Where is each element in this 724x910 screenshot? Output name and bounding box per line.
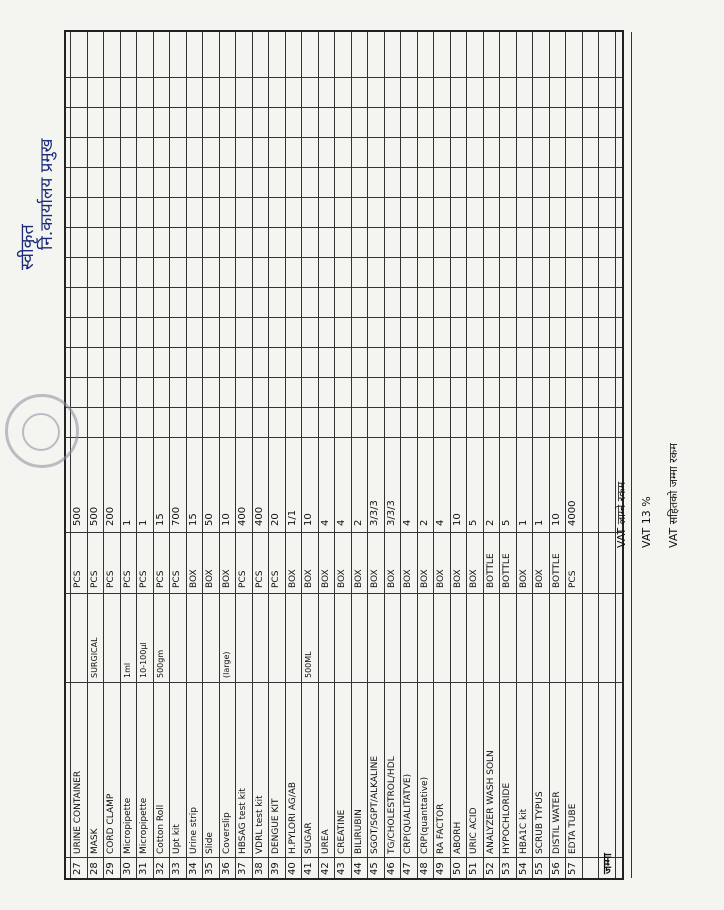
cell-unit: BOTTLE: [485, 553, 496, 588]
cell-spec: (large): [221, 651, 231, 678]
row-divider: [433, 32, 434, 878]
cell-sn: 54: [517, 862, 529, 875]
cell-spec: 1ml: [122, 662, 132, 678]
cell-qty: 4: [402, 519, 413, 526]
cell-sn: 44: [352, 862, 364, 875]
column-divider: [66, 287, 622, 288]
cell-item: CREATINE: [337, 809, 347, 854]
cell-item: RA FACTOR: [436, 803, 446, 854]
cell-qty: 1: [534, 519, 545, 526]
cell-qty: 15: [154, 513, 166, 526]
cell-sn: 42: [319, 862, 331, 875]
cell-spec: 500ML: [304, 651, 313, 678]
row-divider: [252, 32, 253, 878]
cell-unit: PCS: [106, 570, 116, 588]
cell-sn: 27: [72, 862, 83, 875]
cell-item: CRP(QUALITATVE): [403, 773, 413, 854]
cell-qty: 4: [336, 519, 347, 526]
cell-unit: BOX: [419, 569, 430, 588]
row-divider: [483, 32, 484, 878]
column-divider: [66, 377, 622, 378]
cell-unit: PCS: [568, 570, 578, 588]
row-divider: [120, 32, 121, 878]
cell-qty: 10: [303, 513, 314, 526]
column-divider: [66, 407, 622, 408]
cell-qty: 10: [550, 513, 562, 526]
cell-sn: 29: [105, 862, 116, 875]
cell-sn: 56: [550, 862, 562, 875]
cell-sn: 45: [369, 862, 380, 875]
row-divider: [400, 32, 401, 878]
column-divider: [66, 77, 622, 78]
cell-unit: PCS: [155, 570, 166, 588]
cell-unit: BOX: [353, 569, 364, 588]
row-divider: [285, 32, 286, 878]
row-divider: [87, 32, 88, 878]
cell-qty: 4000: [567, 500, 578, 526]
office-seal-stamp: [5, 394, 79, 468]
cell-sn: 49: [435, 862, 446, 875]
cell-qty: 700: [171, 506, 182, 526]
cell-item: SCRUB TYPUS: [535, 791, 545, 854]
cell-qty: 2: [418, 519, 430, 526]
row-divider: [103, 32, 104, 878]
cell-unit: PCS: [89, 570, 100, 588]
row-divider: [367, 32, 368, 878]
cell-item: MASK: [89, 828, 100, 854]
cell-item: SGOT/SGPT/ALKALINE: [370, 755, 380, 854]
cell-sn: 38: [253, 862, 265, 875]
row-divider: [450, 32, 451, 878]
cell-unit: PCS: [139, 570, 149, 588]
cell-unit: BOX: [205, 569, 215, 588]
cell-unit: BOX: [386, 569, 397, 588]
cell-sn: 40: [286, 862, 298, 875]
cell-qty: 4: [319, 519, 331, 526]
column-divider: [66, 197, 622, 198]
cell-qty: 2: [352, 519, 364, 526]
cell-sn: 32: [154, 862, 166, 875]
row-divider: [384, 32, 385, 878]
cell-unit: BOX: [370, 569, 380, 588]
cell-sn: 36: [220, 862, 232, 875]
cell-unit: BOX: [535, 569, 545, 588]
row-divider: [549, 32, 550, 878]
cell-sn: 34: [187, 862, 199, 875]
row-divider: [582, 32, 583, 878]
row-divider: [169, 32, 170, 878]
cell-qty: 5: [468, 519, 479, 526]
cell-qty: 1: [517, 519, 529, 526]
cell-spec: 10-100µl: [139, 642, 148, 678]
cell-sn: 48: [418, 862, 430, 875]
row-divider: [136, 32, 137, 878]
cell-sn: 46: [385, 862, 397, 875]
grand-total-label: VAT सहितको जम्मा रकम: [667, 443, 680, 548]
cell-item: BILIRUBIN: [353, 809, 364, 854]
row-divider: [301, 32, 302, 878]
cell-sn: 31: [138, 862, 149, 875]
row-divider: [318, 32, 319, 878]
office-chief-signature: नि.कार्यालय प्रमुख: [37, 138, 57, 250]
cell-item: Urine strip: [188, 806, 199, 854]
cell-sn: 50: [451, 862, 463, 875]
cell-unit: BOTTLE: [551, 553, 562, 588]
column-divider: [66, 257, 622, 258]
column-divider: [66, 107, 622, 108]
cell-sn: 39: [270, 862, 281, 875]
cell-unit: BOX: [287, 569, 298, 588]
cell-unit: BOX: [403, 569, 413, 588]
row-divider: [268, 32, 269, 878]
column-divider: [66, 317, 622, 318]
row-divider: [499, 32, 500, 878]
row-divider: [466, 32, 467, 878]
cell-qty: 10: [220, 513, 232, 526]
cell-item: DISTIL WATER: [551, 791, 562, 854]
row-divider: [417, 32, 418, 878]
column-divider: [66, 593, 622, 594]
column-divider: [66, 857, 622, 858]
cell-sn: 51: [468, 862, 479, 875]
row-divider: [598, 32, 599, 878]
cell-item: ANALYZER WASH SOLN: [485, 750, 496, 854]
cell-item: URINE CONTAINER: [73, 770, 83, 854]
column-divider: [66, 167, 622, 168]
row-divider: [631, 32, 632, 878]
cell-item: SUGAR: [304, 822, 314, 854]
cell-sn: 57: [567, 862, 578, 875]
column-divider: [66, 532, 622, 533]
cell-item: Micropipette: [139, 797, 149, 854]
row-divider: [516, 32, 517, 878]
row-divider: [615, 32, 616, 878]
column-divider: [66, 437, 622, 438]
cell-unit: BOX: [436, 569, 446, 588]
row-divider: [153, 32, 154, 878]
cell-item: UREA: [320, 829, 331, 854]
cell-item: Slide: [205, 832, 215, 854]
cell-item: EDTA TUBE: [568, 803, 578, 854]
cell-sn: 37: [237, 862, 248, 875]
cell-unit: PCS: [238, 570, 248, 588]
cell-qty: 10: [451, 513, 463, 526]
cell-sn: 35: [204, 862, 215, 875]
cell-item: Upt kit: [172, 824, 182, 854]
cell-item: TG/CHOLESTROL/HDL: [386, 756, 397, 854]
cell-qty: 400: [237, 506, 248, 526]
column-divider: [66, 227, 622, 228]
cell-unit: BOX: [304, 569, 314, 588]
cell-unit: PCS: [254, 570, 265, 588]
cell-item: VDRL test kit: [254, 795, 265, 854]
cell-qty: 20: [270, 513, 281, 526]
cell-qty: 500: [88, 506, 100, 526]
cell-qty: 400: [253, 506, 265, 526]
purchase-table: [64, 30, 624, 880]
cell-item: HBSAG test kit: [238, 788, 248, 854]
cell-spec: SURGICAL: [89, 637, 99, 678]
cell-item: Micropipette: [122, 797, 133, 854]
cell-sn: 55: [534, 862, 545, 875]
column-divider: [66, 682, 622, 683]
cell-item: URIC ACID: [469, 807, 479, 854]
cell-sn: 28: [88, 862, 100, 875]
cell-qty: 3/3/3: [369, 500, 380, 526]
cell-qty: 3/3/3: [385, 500, 397, 526]
cell-item: H.PYLORI AG/AB: [287, 781, 298, 854]
cell-unit: PCS: [172, 570, 182, 588]
cell-qty: 50: [204, 513, 215, 526]
cell-unit: BOX: [221, 569, 232, 588]
column-divider: [66, 347, 622, 348]
cell-qty: 15: [187, 513, 199, 526]
cell-unit: BOTTLE: [502, 553, 512, 588]
row-divider: [202, 32, 203, 878]
cell-item: CRP(quanttative): [419, 776, 430, 854]
cell-qty: 1: [138, 519, 149, 526]
approval-handwritten: स्वीकृत: [17, 224, 38, 270]
total-label: जम्मा: [601, 853, 614, 874]
vat-applicable-label: VAT लाग्ने रकम: [615, 481, 628, 548]
cell-item: Cotton Roll: [155, 804, 166, 854]
row-divider: [186, 32, 187, 878]
cell-item: HBA1C kit: [518, 808, 529, 854]
cell-unit: BOX: [469, 569, 479, 588]
row-divider: [219, 32, 220, 878]
cell-qty: 4: [435, 519, 446, 526]
cell-unit: PCS: [122, 570, 133, 588]
cell-sn: 30: [121, 862, 133, 875]
cell-unit: BOX: [452, 569, 463, 588]
cell-qty: 1/1: [286, 509, 298, 526]
cell-qty: 5: [501, 519, 512, 526]
row-divider: [235, 32, 236, 878]
cell-item: ABORH: [452, 821, 463, 854]
cell-qty: 200: [105, 506, 116, 526]
cell-sn: 53: [501, 862, 512, 875]
row-divider: [532, 32, 533, 878]
row-divider: [334, 32, 335, 878]
cell-unit: BOX: [188, 569, 199, 588]
vat-13-label: VAT 13 %: [640, 496, 653, 548]
cell-spec: 500gm: [155, 649, 165, 678]
row-divider: [565, 32, 566, 878]
row-divider: [351, 32, 352, 878]
cell-qty: 500: [72, 506, 83, 526]
cell-sn: 52: [484, 862, 496, 875]
cell-item: HYPOCHLORIDE: [502, 782, 512, 854]
cell-sn: 43: [336, 862, 347, 875]
cell-unit: PCS: [73, 570, 83, 588]
cell-item: CORD CLAMP: [106, 793, 116, 854]
cell-item: DENGUE KIT: [271, 798, 281, 854]
cell-sn: 33: [171, 862, 182, 875]
column-divider: [66, 137, 622, 138]
cell-unit: BOX: [320, 569, 331, 588]
cell-sn: 47: [402, 862, 413, 875]
cell-unit: PCS: [271, 570, 281, 588]
cell-qty: 1: [121, 519, 133, 526]
cell-item: Coverslip: [221, 812, 232, 854]
cell-unit: BOX: [337, 569, 347, 588]
cell-unit: BOX: [518, 569, 529, 588]
cell-qty: 2: [484, 519, 496, 526]
cell-sn: 41: [303, 862, 314, 875]
